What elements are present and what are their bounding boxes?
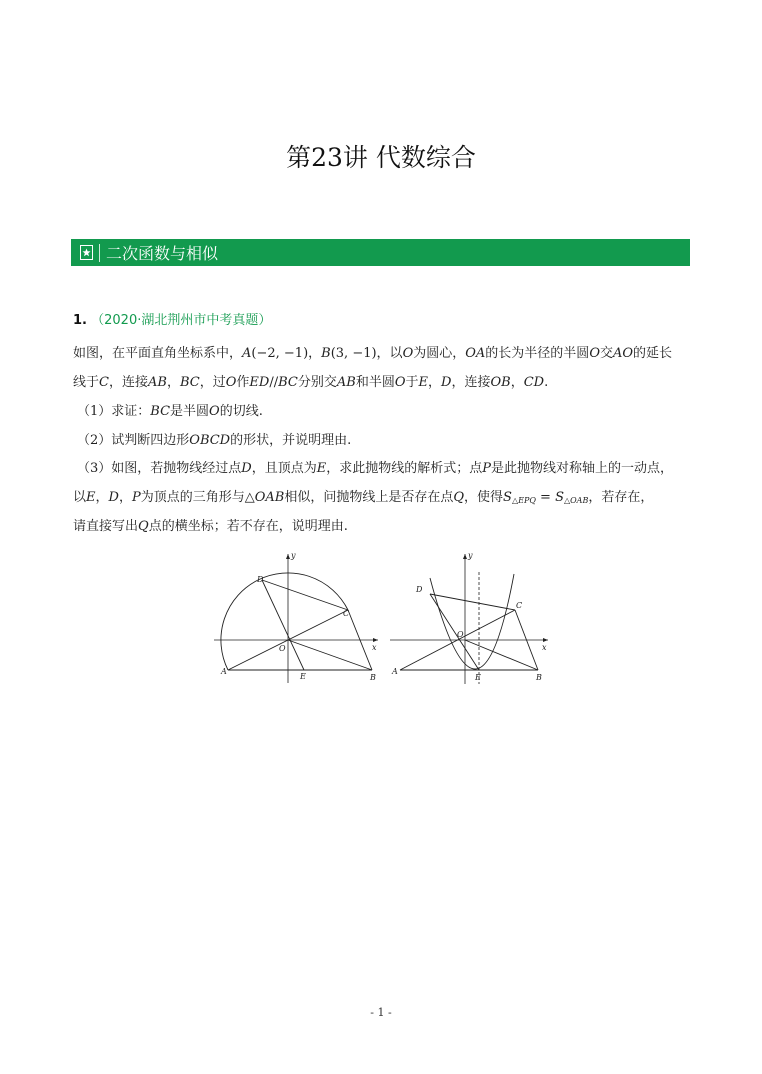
label-O: O xyxy=(279,644,286,653)
star-bookmark-icon xyxy=(80,245,93,260)
page-number: - 1 - xyxy=(370,1006,392,1019)
label-B: B xyxy=(370,673,376,682)
problem-source: （2020·湖北荆州市中考真题） xyxy=(91,313,272,328)
figure-parabola xyxy=(388,548,552,688)
label-x: x xyxy=(372,643,377,652)
segment-CD xyxy=(262,580,348,610)
label-D: D xyxy=(257,575,264,584)
label-B: B xyxy=(536,673,542,682)
problem-part-3: （3）如图，若抛物线经过点D，且顶点为E，求此抛物线的解析式；点P是此抛物线对称轴上的一动点， xyxy=(77,461,674,476)
figure-semicircle xyxy=(212,548,382,688)
label-A: A xyxy=(221,667,227,676)
problem-line-1: 如图，在平面直角坐标系中，A(−2, −1)，B(3, −1)，以O为圆心，OA的长为半径的半圆O交AO的延长 xyxy=(73,346,673,361)
problem-part-3-cont: 以E，D，P为顶点的三角形与△OAB相似，问抛物线上是否存在点Q，使得S△EPQ = S△OAB，若存在， xyxy=(73,490,654,505)
problem-heading xyxy=(73,309,271,328)
segment-OB xyxy=(288,640,372,670)
segment-DE xyxy=(262,580,304,670)
label-O: O xyxy=(457,630,464,639)
label-E: E xyxy=(300,672,306,681)
label-y: y xyxy=(291,551,296,560)
x-axis-arrow xyxy=(373,638,378,642)
segment-CD xyxy=(430,594,515,610)
label-A: A xyxy=(392,667,398,676)
label-D: D xyxy=(416,585,423,594)
problem-part-2: （2）试判断四边形OBCD的形状，并说明理由. xyxy=(77,433,352,448)
label-C: C xyxy=(516,601,523,610)
section-header xyxy=(71,239,690,266)
figures xyxy=(212,548,552,688)
y-axis-arrow xyxy=(286,554,290,559)
label-x: x xyxy=(542,643,547,652)
problem-number: 1. xyxy=(73,313,87,328)
problem-line-2: 线于C，连接AB，BC，过O作ED//BC分别交AB和半圆O于E，D，连接OB，CD. xyxy=(73,375,549,390)
x-axis-arrow xyxy=(543,638,548,642)
problem-part-3-end: 请直接写出Q点的横坐标；若不存在，说明理由. xyxy=(73,519,348,534)
label-E: E xyxy=(475,673,481,682)
segment-DE xyxy=(430,594,479,670)
problem-part-1: （1）求证：BC是半圆O的切线. xyxy=(77,404,263,419)
page-title: 第23讲 代数综合 xyxy=(286,143,476,172)
label-y: y xyxy=(468,551,473,560)
y-axis-arrow xyxy=(463,554,467,559)
section-title: 二次函数与相似 xyxy=(106,244,219,263)
section-divider xyxy=(99,244,100,262)
label-C: C xyxy=(343,609,350,618)
